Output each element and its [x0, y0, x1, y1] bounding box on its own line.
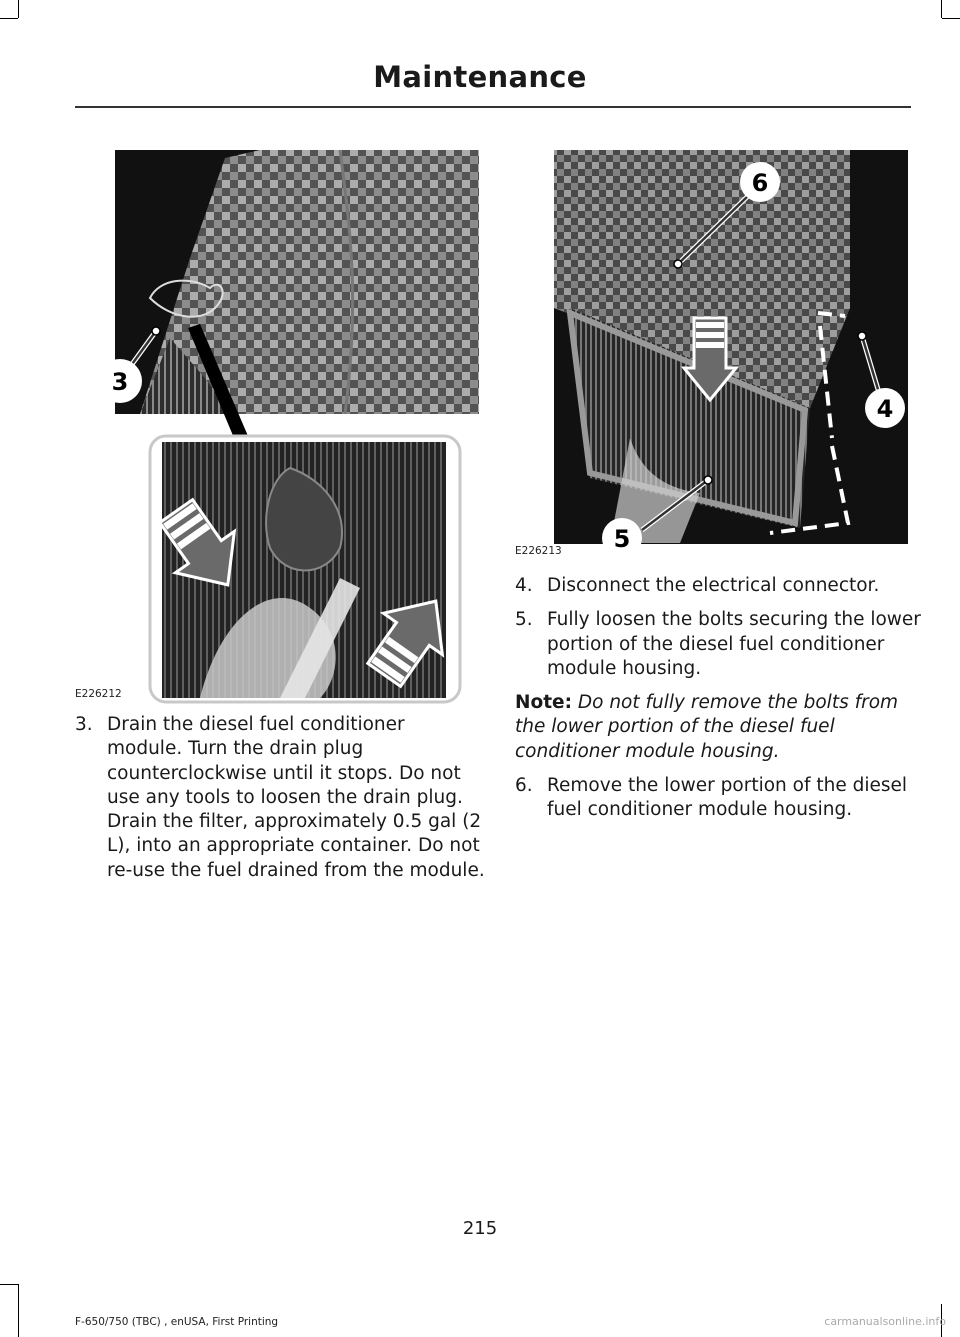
figure-drain-plug [110, 148, 480, 704]
crop-mark [0, 1284, 18, 1285]
figure-code: E226213 [515, 545, 562, 557]
step-number: 5. [515, 609, 533, 631]
crop-mark [941, 0, 942, 18]
note-text: Do not fully remove the bolts from the lower portion of the diesel fuel conditioner module housing. [515, 692, 899, 762]
watermark: carmanualsonline.info [824, 1315, 946, 1328]
note-label: Note: [515, 692, 572, 714]
figure-code: E226212 [75, 688, 122, 700]
step-text: Fully loosen the bolts securing the lower portion of the diesel fuel conditioner module housing. [547, 609, 921, 679]
callout-6-label: 6 [751, 169, 769, 197]
note [515, 691, 910, 764]
step-6 [515, 774, 925, 823]
step-4 [515, 574, 925, 598]
print-info: F-650/750 (TBC) , enUSA, First Printing [75, 1316, 279, 1328]
step-5 [515, 608, 925, 681]
step-number: 4. [515, 575, 533, 596]
page-number: 215 [462, 1218, 498, 1239]
step-text: Remove the lower portion of the diesel fuel conditioner module housing. [547, 775, 908, 821]
crop-mark [942, 18, 960, 19]
step-number: 3. [75, 714, 93, 735]
crop-mark [0, 18, 18, 19]
step-number: 6. [515, 775, 533, 797]
step-text: Disconnect the electrical connector. [547, 575, 880, 596]
callout-3-label: 3 [111, 368, 129, 396]
step-3 [75, 713, 485, 883]
crop-mark [18, 1284, 19, 1337]
figure-housing-bolts [550, 148, 910, 548]
header-divider [75, 106, 911, 108]
step-text: Drain the diesel fuel conditioner module. Turn the drain plug counterclockwise until it stops. Do not use any tools to loosen the drain plug. Drain the filter, approximately 0.5 gal (2 L), into an appropriate container. Do not re-use the fuel drained from the module. [107, 714, 485, 881]
callout-4-label: 4 [876, 395, 894, 423]
page-title: Maintenance [373, 60, 587, 94]
callout-5-label: 5 [613, 525, 631, 548]
crop-mark [18, 0, 19, 18]
